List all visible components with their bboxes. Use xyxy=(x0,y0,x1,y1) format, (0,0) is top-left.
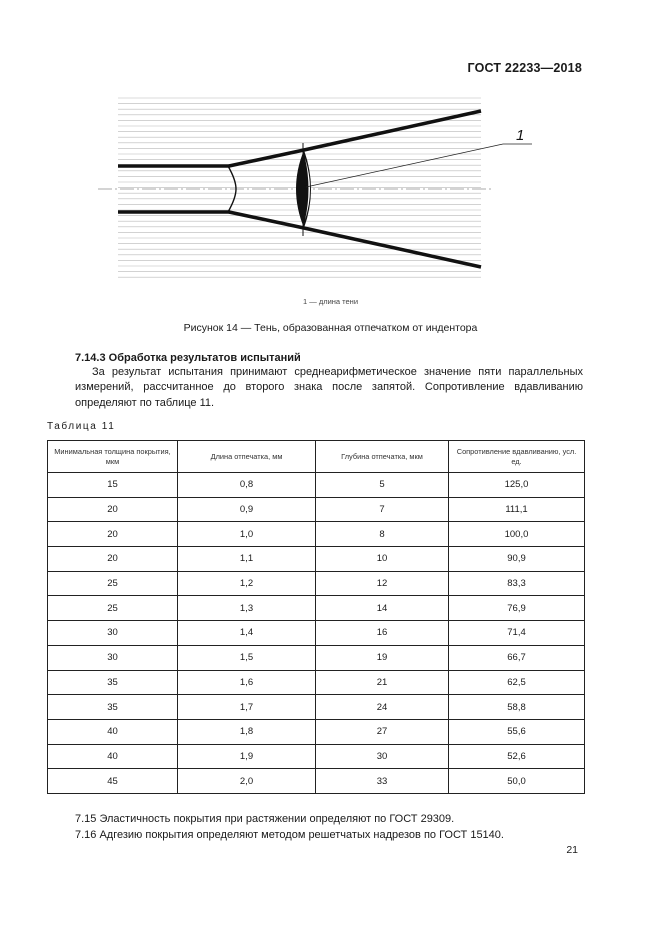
upper-ray xyxy=(229,111,481,166)
table-cell: 20 xyxy=(48,497,178,522)
table-cell: 1,3 xyxy=(178,596,316,621)
table-cell: 1,4 xyxy=(178,621,316,646)
table-cell: 52,6 xyxy=(449,744,585,769)
table-cell: 35 xyxy=(48,695,178,720)
table-row xyxy=(48,769,585,794)
table-cell: 15 xyxy=(48,473,178,498)
upper-edge-curve xyxy=(228,166,236,189)
indentation-shadow-figure xyxy=(0,0,661,320)
table-cell: 45 xyxy=(48,769,178,794)
table-cell: 1,2 xyxy=(178,571,316,596)
lower-ray xyxy=(229,212,481,267)
table-row xyxy=(48,695,585,720)
table-cell: 5 xyxy=(316,473,449,498)
table-cell: 10 xyxy=(316,547,449,572)
table-cell: 12 xyxy=(316,571,449,596)
table-cell: 90,9 xyxy=(449,547,585,572)
table-cell: 1,8 xyxy=(178,719,316,744)
table-cell: 33 xyxy=(316,769,449,794)
table-cell: 8 xyxy=(316,522,449,547)
table-row xyxy=(48,497,585,522)
figure-legend: 1 — длина тени xyxy=(302,297,359,306)
table-cell: 0,8 xyxy=(178,473,316,498)
table-row xyxy=(48,719,585,744)
column-header: Сопротивление вдавливанию, усл. ед. xyxy=(449,441,585,473)
table-cell: 1,5 xyxy=(178,645,316,670)
note-adhesion: 7.16 Адгезию покрытия определяют методом решетчатых надрезов по ГОСТ 15140. xyxy=(75,829,504,841)
lower-edge-curve xyxy=(228,189,236,212)
table-cell: 1,1 xyxy=(178,547,316,572)
table-cell: 1,0 xyxy=(178,522,316,547)
table-cell: 55,6 xyxy=(449,719,585,744)
table-row xyxy=(48,596,585,621)
column-header: Глубина отпечатка, мкм xyxy=(316,441,449,473)
document-code: ГОСТ 22233—2018 xyxy=(467,61,582,75)
table-header-row xyxy=(48,441,585,473)
section-paragraph: За результат испытания принимают среднеарифметическое значение пяти параллельных измерений, рассчитанное до второго знака после запятой. Сопротивление вдавливанию определяют по таблице 11. xyxy=(75,366,583,409)
table-cell: 24 xyxy=(316,695,449,720)
table-row xyxy=(48,670,585,695)
section-title: 7.14.3 Обработка результатов испытаний xyxy=(75,352,301,364)
note-elasticity: 7.15 Эластичность покрытия при растяжении определяют по ГОСТ 29309. xyxy=(75,813,455,825)
page-number: 21 xyxy=(566,844,578,856)
table-cell: 125,0 xyxy=(449,473,585,498)
table-cell: 76,9 xyxy=(449,596,585,621)
table-cell: 30 xyxy=(316,744,449,769)
table-cell: 25 xyxy=(48,571,178,596)
table-row xyxy=(48,744,585,769)
table-cell: 66,7 xyxy=(449,645,585,670)
table-cell: 62,5 xyxy=(449,670,585,695)
table-cell: 35 xyxy=(48,670,178,695)
table-cell: 1,7 xyxy=(178,695,316,720)
table-cell: 14 xyxy=(316,596,449,621)
table-cell: 30 xyxy=(48,645,178,670)
table-cell: 21 xyxy=(316,670,449,695)
table-cell: 20 xyxy=(48,522,178,547)
table-cell: 58,8 xyxy=(449,695,585,720)
table-cell: 40 xyxy=(48,719,178,744)
column-header: Длина отпечатка, мм xyxy=(178,441,316,473)
table-row xyxy=(48,571,585,596)
column-header: Минимальная толщина покрытия, мкм xyxy=(48,441,178,473)
callout-number: 1 xyxy=(516,127,525,144)
table-cell: 25 xyxy=(48,596,178,621)
table-row xyxy=(48,645,585,670)
table-cell: 111,1 xyxy=(449,497,585,522)
table-cell: 0,9 xyxy=(178,497,316,522)
table-cell: 83,3 xyxy=(449,571,585,596)
figure-caption: Рисунок 14 — Тень, образованная отпечатком от индентора xyxy=(183,322,478,334)
table-cell: 100,0 xyxy=(449,522,585,547)
table-cell: 30 xyxy=(48,621,178,646)
table-cell: 16 xyxy=(316,621,449,646)
table-row xyxy=(48,522,585,547)
table-cell: 1,9 xyxy=(178,744,316,769)
table-cell: 20 xyxy=(48,547,178,572)
table-cell: 27 xyxy=(316,719,449,744)
table-label: Таблица 11 xyxy=(47,421,116,432)
table-row xyxy=(48,621,585,646)
table-row xyxy=(48,473,585,498)
table-cell: 50,0 xyxy=(449,769,585,794)
table-cell: 1,6 xyxy=(178,670,316,695)
results-table xyxy=(47,440,585,794)
table-row xyxy=(48,547,585,572)
table-cell: 2,0 xyxy=(178,769,316,794)
table-cell: 71,4 xyxy=(449,621,585,646)
table-cell: 40 xyxy=(48,744,178,769)
table-cell: 7 xyxy=(316,497,449,522)
table-cell: 19 xyxy=(316,645,449,670)
